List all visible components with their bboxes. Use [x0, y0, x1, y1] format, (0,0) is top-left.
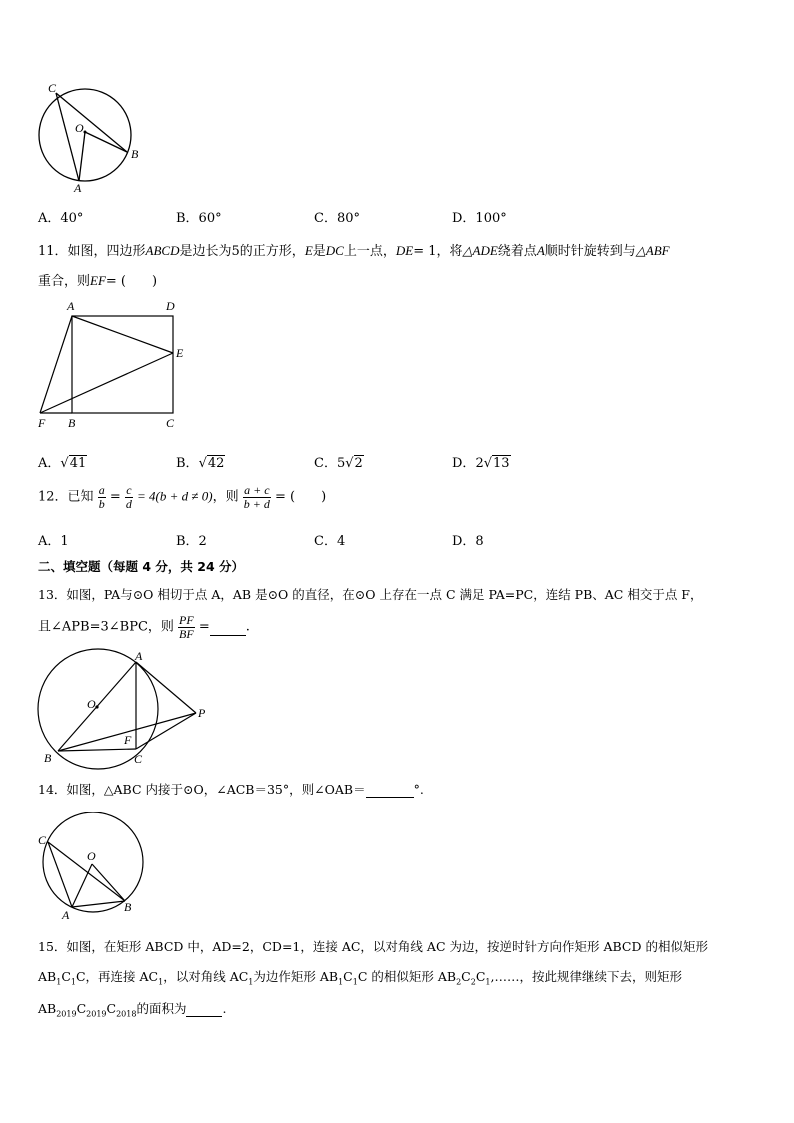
q15-line3: $AB_{2019}C_{2019}C_{2018}$的面积为 .	[38, 1001, 227, 1019]
q11-label-f: F	[38, 416, 46, 430]
q10-option-a: A．40°	[38, 211, 84, 226]
q12-option-b: B．2	[176, 534, 207, 549]
q15-answer-blank[interactable]	[186, 1001, 222, 1017]
q13-label-o: O	[87, 697, 96, 711]
section-heading-fill-blank: 二、填空题（每题 4 分，共 24 分）	[38, 559, 245, 574]
q13-label-f: F	[124, 733, 132, 747]
q10-label-a: A	[74, 181, 82, 195]
q13-label-a: A	[135, 649, 143, 663]
q14-answer-blank[interactable]	[366, 782, 414, 798]
q14-label-o: O	[87, 849, 96, 863]
q11-line2: 重合，则EF= ( )	[38, 273, 158, 289]
q10-label-c: C	[48, 81, 57, 95]
q12-option-a: A．1	[38, 534, 69, 549]
q13-label-c: C	[134, 752, 143, 766]
q13-figure	[30, 645, 220, 770]
q11-option-c: C．5√2	[314, 456, 363, 471]
q10-label-b: B	[131, 147, 139, 161]
q11-label-d: D	[166, 299, 175, 313]
q10-figure	[30, 80, 150, 195]
q11-option-b: B．√42	[176, 456, 225, 471]
q15-line1: 15．如图，在矩形 ABCD 中，AD=2，CD=1，连接 AC，以对角线 AC 为边，按逆时针方向作矩形 ABCD 的相似矩形	[38, 939, 708, 954]
q10-option-b: B．60°	[176, 211, 222, 226]
q13-line1: 13．如图，PA与⊙O 相切于点 A，AB 是⊙O 的直径，在⊙O 上存在一点 C 满足 PA=PC，连结 PB、AC 相交于点 F，	[38, 587, 703, 602]
q11-label-c: C	[166, 416, 175, 430]
q15-line2: $AB_1C_1C$，再连接 $AC_1$，以对角线 $AC_1$为边作矩形 $AB_1C_1C$ 的相似矩形 $AB_2C_2C_1,\dots\dots$，按此规律继续下去，则矩形	[38, 969, 682, 987]
q10-label-o: O	[75, 121, 84, 135]
q11-label-b: B	[68, 416, 76, 430]
q12-option-c: C．4	[314, 534, 346, 549]
q13-label-p: P	[198, 706, 206, 720]
q11-label-e: E	[176, 346, 184, 360]
q11-option-d: D．2√13	[452, 456, 510, 471]
q14-label-b: B	[124, 900, 132, 914]
q11-label-a: A	[67, 299, 75, 313]
q13-line2: 且∠APB=3∠BPC，则 $\frac{PF}{BF}$ = .	[38, 613, 250, 641]
q12-line: 12．已知 $\frac{a}{b}$ = $\frac{c}{d}$ = 4(b + d ≠ 0)，则 $\frac{a + c}{b + d}$ = ( )	[38, 483, 327, 511]
q13-answer-blank[interactable]	[210, 620, 246, 636]
q11-figure	[30, 296, 200, 436]
q14-line: 14．如图，△ABC 内接于⊙O，∠ACB＝35°，则∠OAB＝ °.	[38, 782, 424, 797]
q11-line1: 11．如图，四边形ABCD是边长为5的正方形，E是DC上一点，DE= 1，将△ADE绕着点A顺时针旋转到与△ABF	[38, 243, 670, 259]
q10-option-c: C．80°	[314, 211, 360, 226]
q14-label-c: C	[38, 833, 47, 847]
q11-option-a: A．√41	[38, 456, 87, 471]
q14-figure	[30, 812, 160, 922]
q14-label-a: A	[62, 908, 70, 922]
q12-option-d: D．8	[452, 534, 484, 549]
q13-label-b: B	[44, 751, 52, 765]
q10-option-d: D．100°	[452, 211, 507, 226]
